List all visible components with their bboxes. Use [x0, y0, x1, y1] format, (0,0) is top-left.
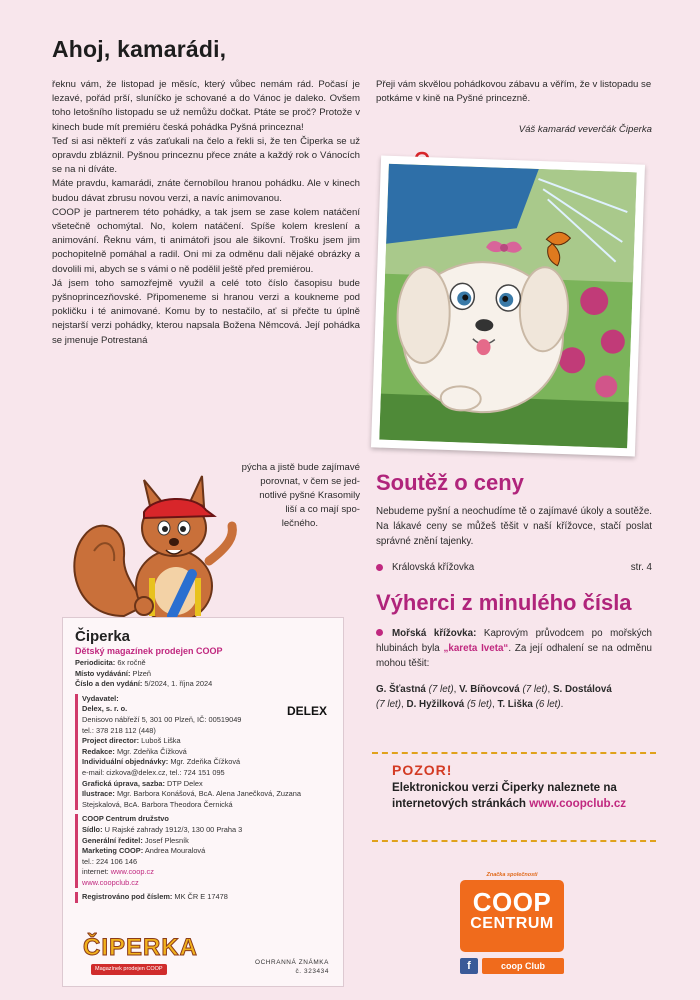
impressum-subtitle: Dětský magazínek prodejen COOP — [75, 646, 223, 656]
letter-paragraph: COOP je partnerem této pohádky, a tak jsem se zase kolem natáčení všetečně ochomýtal. No, kolem natáčení. Spíše kolem kreslení a animování. Řeknu vám, ti animátoři jsou ale šikovní. Trošku jsem jim pochopitelně pomáhal a radil. Oni mi za odměnu dali nějaké obrázky a dovolili mi, abych se s vámi o ně podělil ještě před premiérou. — [52, 206, 360, 275]
impressum-title: Čiperka — [75, 628, 131, 645]
impressum-box — [62, 617, 344, 987]
delex-logo: DELEX — [286, 704, 327, 718]
winners-answer: „kareta Iveta“ — [443, 643, 509, 654]
publisher-section: Vydavatel: Delex, s. r. o. Denisovo nábřeží 5, 301 00 Plzeň, IČ: 00519049 tel.: 378 218 112 (448) Project director: Luboš Liška Redakce: Mgr. Zdeňka Čížková Individuální objednávky: Mgr. Zdeňka Čížková e-mail: cizkova@delex.cz, tel.: 724 151 095 Grafická úprava, sazba: DTP Delex Ilustrace: Mgr. Barbora Konášová, BcA. Alena Janečková, Zuzana Stejskalová, BcA. Barbora Theodora Černická — [75, 694, 331, 811]
letter-paragraph: řeknu vám, že listopad je měsíc, který vůbec nemám rád. Počasí je lezavé, pořád prší, sluníčko je schované a do Vánoc je daleko. Ovšem toho letošního listopadu se už nemůžu dočkat. Ptáte se proč? Protože v kinech bude mít premiéru česká pohádka Pyšná princezna! — [52, 79, 360, 133]
winners-list: G. Šťastná (7 let), V. Bíňovcová (7 let), S. Dostálová (7 let), D. Hyžilková (5 let), T. Liška (6 let). — [376, 684, 612, 710]
winner-name: V. Bíňovcová — [459, 684, 520, 695]
winner-name: D. Hyžilková — [406, 699, 465, 710]
ciperka-logo — [83, 934, 223, 972]
bullet-dot-icon — [376, 564, 383, 571]
bullet-dot-icon — [376, 629, 383, 636]
letter-wrap-line: porovnat, v čem se jed- — [260, 476, 360, 487]
facebook-icon[interactable]: f — [460, 958, 478, 974]
winners-intro — [376, 626, 652, 671]
coopclub-web-link[interactable]: www.coopclub.cz — [82, 877, 139, 887]
letter-wrap-line: notlivé pyšné Krasomily — [259, 490, 360, 501]
notice-title: POZOR! — [392, 762, 453, 778]
winners-title: Výherci z minulého čísla — [376, 590, 632, 615]
coop-club-logo[interactable]: coop Club — [482, 958, 564, 974]
winners-text-after: . Za její odhalení se na odměnu mohou těšit: — [376, 643, 653, 669]
letter-body — [52, 78, 360, 348]
winners-lead: Mořská křížovka: — [392, 628, 477, 639]
letter-closing: Přeji vám skvělou pohádkovou zábavu a věřím, že v listopadu se potkáme v kině na Pyšné princezně. — [376, 79, 652, 105]
registration-section: Registrováno pod číslem: MK ČR E 17478 — [75, 892, 331, 903]
impressum-line: Periodicita: 6x ročně — [75, 658, 146, 667]
contest-text: Nebudeme pyšní a neochudíme tě o zajímavé úkoly a soutěže. Na lákavé ceny se můžeš těšit v naší křížovce, stačí poslat správné znění tajenky. — [376, 506, 652, 547]
squirrel-mascot-illustration — [64, 466, 264, 631]
divider — [372, 840, 656, 842]
winner-age: (5 let) — [466, 699, 492, 710]
coopclub-link[interactable]: www.coopclub.cz — [529, 796, 627, 810]
winner-age: (7 let) — [428, 684, 454, 695]
signature: Váš kamarád veverčák Čiperka — [518, 124, 652, 135]
coop-centrum-logo — [460, 880, 564, 952]
letter-paragraph: Teď si asi někteří z vás zaťukali na čelo a řekli si, že ten Čiperka se už opravdu zbláznil. Pyšnou princeznu přece znáte a každý rok o Vánocích se na ni díváte. — [52, 135, 360, 176]
social-links — [460, 958, 564, 974]
coop-section: COOP Centrum družstvo Sídlo: U Rajské zahrady 1912/3, 130 00 Praha 3 Generální ředitel: Josef Plesník Marketing COOP: Andrea Mouralová tel.: 224 106 146 internet: www.coop.cz www.coopclub.cz — [75, 814, 331, 888]
coop-caption: Značka společnosti — [486, 872, 538, 878]
coop-logo-word: COOP — [472, 887, 552, 917]
contest-item — [376, 562, 652, 573]
letter-paragraph: Máte pravdu, kamarádi, znáte černobílou hranou pohádku. Ale v kinech budou dávat zbrusu novou verzi, a navíc animovanou. — [52, 178, 360, 204]
ciperka-logo-tag: Magazínek prodejen COOP — [91, 964, 167, 975]
page-title: Ahoj, kamarádi, — [52, 36, 227, 62]
contest-item-page: str. 4 — [630, 562, 652, 573]
centrum-logo-word: CENTRUM — [470, 915, 554, 932]
winner-age: (7 let) — [376, 699, 402, 710]
notice-text — [392, 780, 642, 811]
letter-wrap-line: liší a co mají spo- — [285, 504, 360, 515]
winner-age: (7 let) — [522, 684, 548, 695]
winner-age: (6 let) — [535, 699, 561, 710]
letter-wrap-line: lečného. — [281, 518, 318, 529]
contest-item-label: Královská křížovka — [392, 562, 475, 573]
winner-name: S. Dostálová — [552, 684, 612, 695]
coop-web-link[interactable]: www.coop.cz — [110, 867, 154, 877]
divider — [372, 752, 656, 754]
notice-body: Elektronickou verzi Čiperky naleznete na internetových stránkách — [392, 781, 617, 810]
winners-text-before: Kaprovým průvodcem po mořských hlubinách byla — [376, 628, 653, 654]
winner-name: G. Šťastná — [376, 684, 426, 695]
contest-title: Soutěž o ceny — [376, 470, 524, 495]
trademark-note: OCHRANNÁ ZNÁMKA č. 323434 — [255, 959, 329, 975]
princess-puppy-illustration — [371, 155, 645, 456]
letter-wrap-line: pýcha a jistě bude zajímavé — [241, 462, 360, 473]
ciperka-logo-word: ČIPERKA — [83, 934, 199, 961]
impressum-line: Místo vydávání: Plzeň — [75, 668, 152, 678]
winner-name: T. Liška — [497, 699, 533, 710]
impressum-line: Číslo a den vydání: 5/2024, 1. října 2024 — [75, 679, 213, 689]
letter-paragraph: Já jsem toho samozřejmě využil a celé toto číslo časopisu bude pyšnoprincezňovské. Připomeneme si hranou verzi a koukneme pod pokličku i té animované. Komu by to nestačilo, ať si přečte tu úplně nejstarší verzi pohádky, kterou napsala Božena Němcová. Její pohádka se jmenuje Potrestaná — [52, 277, 360, 346]
